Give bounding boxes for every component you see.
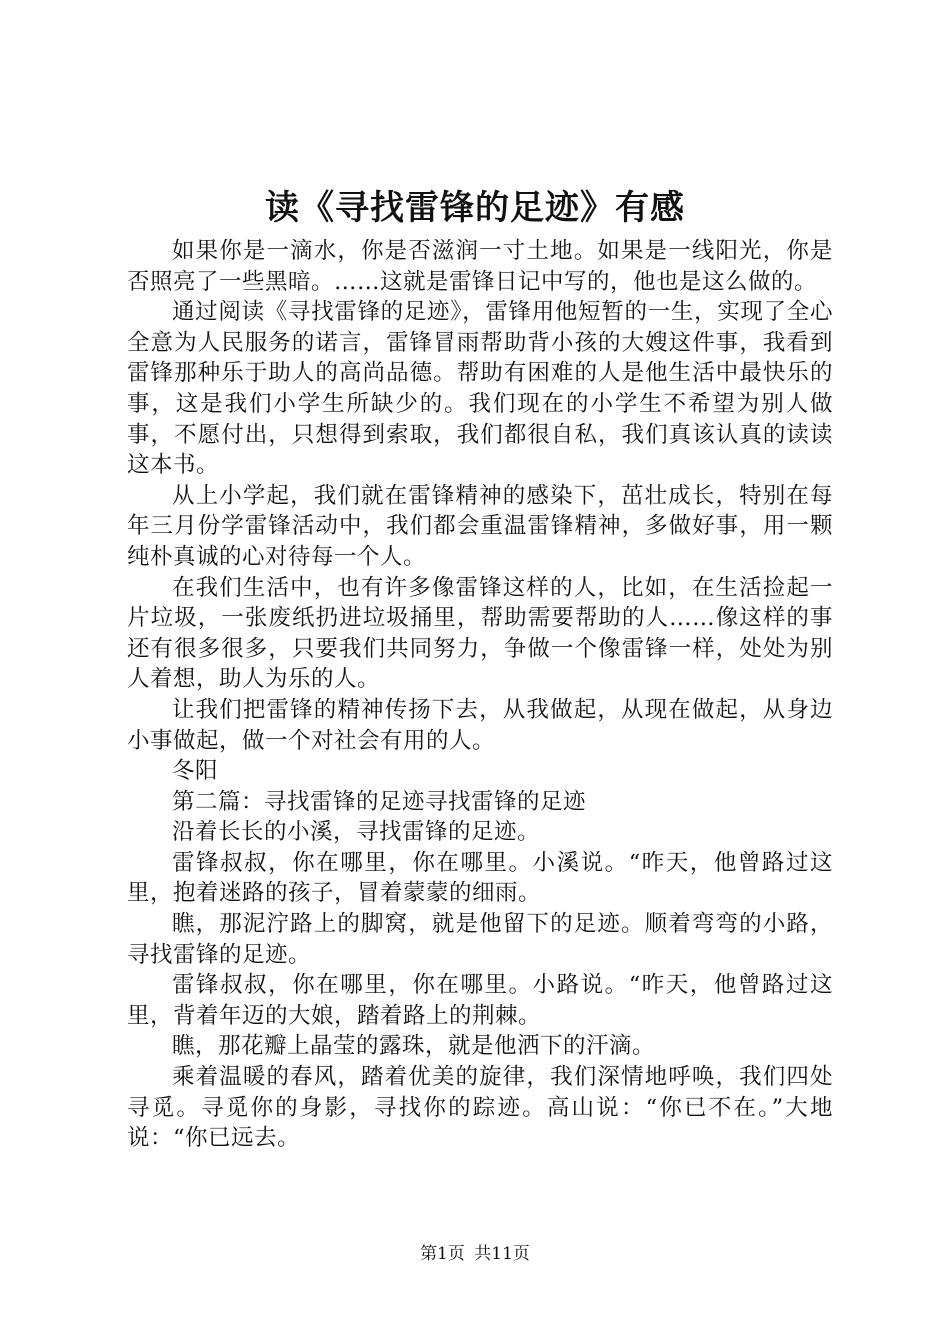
paragraph: 雷锋叔叔，你在哪里，你在哪里。小溪说。“昨天，他曾路过这里，抱着迷路的孩子，冒着蒙蒙的细雨。 bbox=[127, 849, 833, 907]
page-number: 第1页 bbox=[420, 1244, 465, 1264]
paragraph: 雷锋叔叔，你在哪里，你在哪里。小路说。“昨天，他曾路过这里，背着年迈的大娘，踏着路上的荆棘。 bbox=[127, 972, 833, 1029]
document-title: 读《寻找雷锋的足迹》有感 bbox=[265, 188, 685, 228]
document-body bbox=[127, 236, 833, 1154]
paragraph: 瞧，那泥泞路上的脚窝，就是他留下的足迹。顺着弯弯的小路，寻找雷锋的足迹。 bbox=[127, 911, 833, 968]
paragraph: 让我们把雷锋的精神传扬下去，从我做起，从现在做起，从身边小事做起，做一个对社会有用的人。 bbox=[127, 696, 833, 754]
paragraph: 通过阅读《寻找雷锋的足迹》，雷锋用他短暂的一生，实现了全心全意为人民服务的诺言，雷锋冒雨帮助背小孩的大嫂这件事，我看到雷锋那种乐于助人的高尚品德。帮助有困难的人是他生活中最快乐的事，这是我们小学生所缺少的。我们现在的小学生不希望为别人做事，不愿付出，只想得到索取，我们都很自私，我们真该认真的读读这本书。 bbox=[127, 299, 833, 479]
page-footer bbox=[0, 1243, 950, 1265]
paragraph: 沿着长长的小溪，寻找雷锋的足迹。 bbox=[172, 819, 541, 846]
paragraph: 如果你是一滴水，你是否滋润一寸土地。如果是一线阳光，你是否照亮了一些黑暗。……这就是雷锋日记中写的，他也是这么做的。 bbox=[127, 238, 833, 295]
paragraph: 乘着温暖的春风，踏着优美的旋律，我们深情地呼唤，我们四处寻觅。寻觅你的身影，寻找你的踪迹。高山说：“你已不在。”大地说：“你已远去。 bbox=[127, 1064, 833, 1152]
paragraph: 在我们生活中，也有许多像雷锋这样的人，比如，在生活捡起一片垃圾，一张废纸扔进垃圾捅里，帮助需要帮助的人……像这样的事还有很多很多，只要我们共同努力，争做一个像雷锋一样，处处为别人着想，助人为乐的人。 bbox=[127, 574, 833, 693]
section-heading: 第二篇：寻找雷锋的足迹寻找雷锋的足迹 bbox=[172, 788, 587, 815]
author-line: 冬阳 bbox=[172, 758, 219, 785]
paragraph: 瞧，那花瓣上晶莹的露珠，就是他洒下的汗滴。 bbox=[172, 1033, 656, 1060]
paragraph: 从上小学起，我们就在雷锋精神的感染下，茁壮成长，特别在每年三月份学雷锋活动中，我们都会重温雷锋精神，多做好事，用一颗纯朴真诚的心对待每一个人。 bbox=[127, 482, 833, 570]
page-total: 共11页 bbox=[474, 1244, 530, 1264]
